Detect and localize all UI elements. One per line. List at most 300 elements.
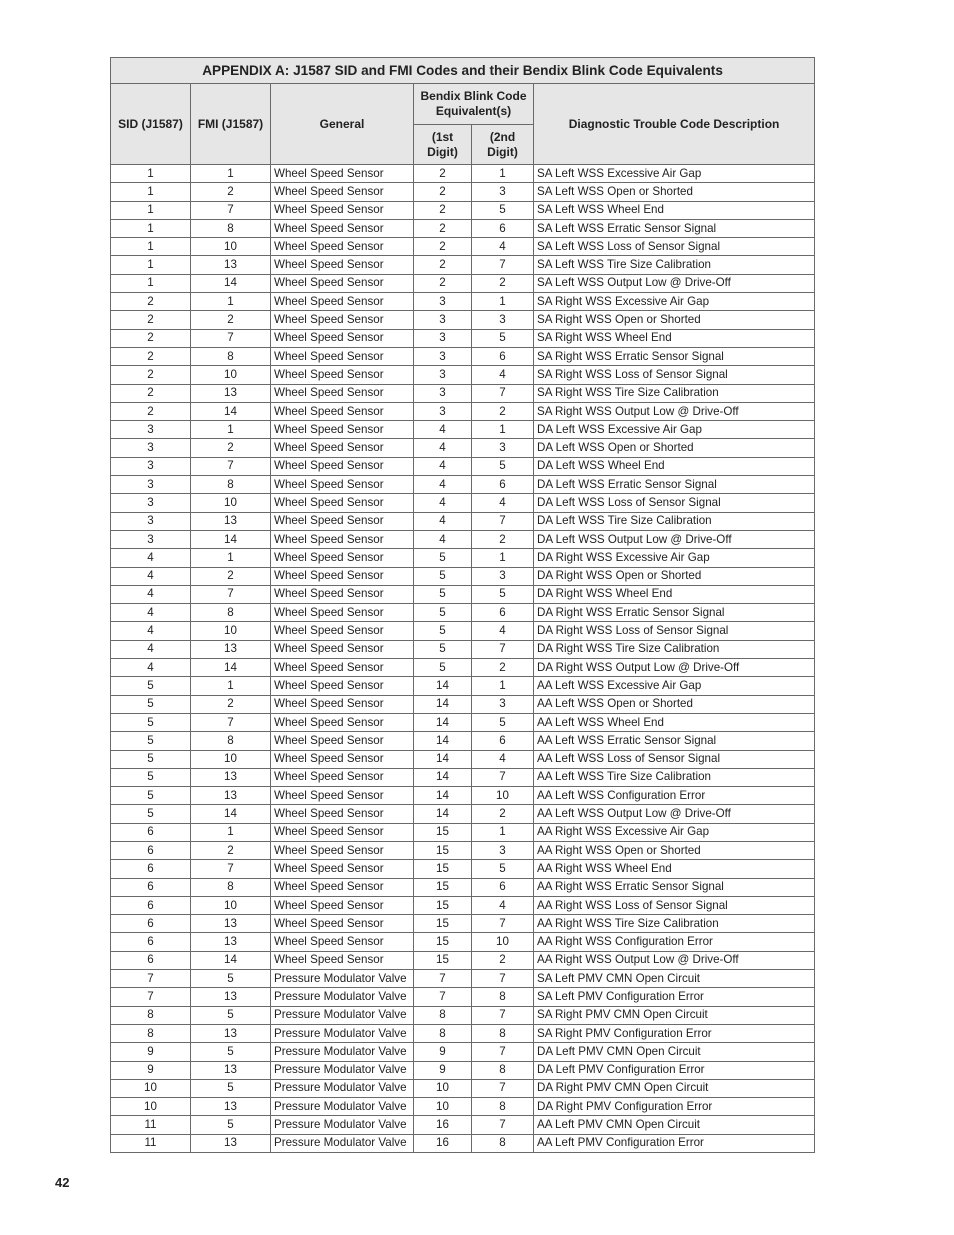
cell-fmi: 7	[191, 457, 271, 475]
cell-second-digit: 6	[472, 604, 534, 622]
cell-description: AA Left WSS Output Low @ Drive-Off	[534, 805, 815, 823]
cell-general: Pressure Modulator Valve	[271, 1024, 414, 1042]
cell-description: SA Right WSS Open or Shorted	[534, 311, 815, 329]
cell-first-digit: 2	[414, 183, 472, 201]
cell-first-digit: 2	[414, 274, 472, 292]
cell-description: AA Left WSS Loss of Sensor Signal	[534, 750, 815, 768]
cell-fmi: 5	[191, 1079, 271, 1097]
cell-fmi: 5	[191, 970, 271, 988]
table-row	[111, 823, 815, 841]
table-row	[111, 347, 815, 365]
cell-sid: 7	[111, 988, 191, 1006]
cell-second-digit: 6	[472, 347, 534, 365]
cell-sid: 5	[111, 805, 191, 823]
cell-description: AA Left PMV CMN Open Circuit	[534, 1116, 815, 1134]
cell-general: Wheel Speed Sensor	[271, 860, 414, 878]
cell-second-digit: 8	[472, 1061, 534, 1079]
cell-second-digit: 6	[472, 219, 534, 237]
cell-sid: 10	[111, 1098, 191, 1116]
cell-fmi: 1	[191, 165, 271, 183]
cell-fmi: 5	[191, 1043, 271, 1061]
cell-sid: 6	[111, 933, 191, 951]
cell-second-digit: 6	[472, 476, 534, 494]
cell-description: AA Left WSS Open or Shorted	[534, 695, 815, 713]
cell-general: Wheel Speed Sensor	[271, 293, 414, 311]
table-row	[111, 1116, 815, 1134]
table-row	[111, 768, 815, 786]
cell-description: AA Right WSS Erratic Sensor Signal	[534, 878, 815, 896]
cell-description: AA Right WSS Output Low @ Drive-Off	[534, 951, 815, 969]
cell-first-digit: 3	[414, 366, 472, 384]
cell-first-digit: 2	[414, 201, 472, 219]
cell-general: Wheel Speed Sensor	[271, 622, 414, 640]
cell-sid: 1	[111, 238, 191, 256]
cell-second-digit: 4	[472, 238, 534, 256]
cell-general: Wheel Speed Sensor	[271, 695, 414, 713]
cell-sid: 2	[111, 293, 191, 311]
header-second-digit: (2nd Digit)	[472, 125, 534, 165]
cell-description: AA Left WSS Tire Size Calibration	[534, 768, 815, 786]
cell-first-digit: 16	[414, 1134, 472, 1152]
cell-sid: 11	[111, 1134, 191, 1152]
cell-sid: 4	[111, 567, 191, 585]
cell-description: DA Right WSS Open or Shorted	[534, 567, 815, 585]
cell-second-digit: 5	[472, 457, 534, 475]
cell-sid: 3	[111, 494, 191, 512]
table-row	[111, 201, 815, 219]
cell-description: AA Right WSS Configuration Error	[534, 933, 815, 951]
cell-fmi: 2	[191, 567, 271, 585]
cell-general: Wheel Speed Sensor	[271, 805, 414, 823]
cell-description: SA Left WSS Excessive Air Gap	[534, 165, 815, 183]
cell-sid: 2	[111, 402, 191, 420]
cell-first-digit: 15	[414, 933, 472, 951]
cell-second-digit: 2	[472, 951, 534, 969]
cell-sid: 1	[111, 219, 191, 237]
cell-description: DA Right PMV Configuration Error	[534, 1098, 815, 1116]
cell-fmi: 1	[191, 549, 271, 567]
cell-first-digit: 3	[414, 347, 472, 365]
cell-second-digit: 3	[472, 311, 534, 329]
cell-first-digit: 3	[414, 293, 472, 311]
cell-general: Wheel Speed Sensor	[271, 787, 414, 805]
table-row	[111, 878, 815, 896]
cell-second-digit: 5	[472, 860, 534, 878]
cell-second-digit: 7	[472, 1079, 534, 1097]
cell-description: SA Left PMV Configuration Error	[534, 988, 815, 1006]
cell-first-digit: 5	[414, 640, 472, 658]
appendix-table-container	[110, 57, 814, 1153]
cell-first-digit: 5	[414, 567, 472, 585]
cell-first-digit: 2	[414, 219, 472, 237]
cell-general: Wheel Speed Sensor	[271, 604, 414, 622]
table-row	[111, 1061, 815, 1079]
cell-second-digit: 3	[472, 439, 534, 457]
cell-sid: 5	[111, 732, 191, 750]
table-row	[111, 787, 815, 805]
cell-description: SA Right PMV Configuration Error	[534, 1024, 815, 1042]
cell-description: AA Left WSS Configuration Error	[534, 787, 815, 805]
cell-first-digit: 5	[414, 549, 472, 567]
cell-sid: 6	[111, 915, 191, 933]
cell-fmi: 8	[191, 878, 271, 896]
cell-fmi: 10	[191, 494, 271, 512]
cell-sid: 1	[111, 274, 191, 292]
table-row	[111, 604, 815, 622]
header-blink-code-group: Bendix Blink Code Equivalent(s)	[414, 84, 534, 125]
cell-description: SA Left WSS Loss of Sensor Signal	[534, 238, 815, 256]
cell-second-digit: 7	[472, 768, 534, 786]
cell-fmi: 2	[191, 841, 271, 859]
cell-sid: 6	[111, 951, 191, 969]
cell-sid: 3	[111, 512, 191, 530]
cell-sid: 4	[111, 585, 191, 603]
cell-description: DA Right WSS Excessive Air Gap	[534, 549, 815, 567]
cell-fmi: 7	[191, 585, 271, 603]
cell-description: DA Left WSS Erratic Sensor Signal	[534, 476, 815, 494]
cell-general: Wheel Speed Sensor	[271, 951, 414, 969]
cell-general: Pressure Modulator Valve	[271, 1061, 414, 1079]
cell-description: SA Left WSS Wheel End	[534, 201, 815, 219]
cell-description: AA Right WSS Wheel End	[534, 860, 815, 878]
cell-first-digit: 2	[414, 165, 472, 183]
cell-general: Wheel Speed Sensor	[271, 366, 414, 384]
cell-fmi: 13	[191, 1024, 271, 1042]
cell-sid: 5	[111, 695, 191, 713]
cell-sid: 6	[111, 823, 191, 841]
cell-description: SA Right WSS Excessive Air Gap	[534, 293, 815, 311]
cell-second-digit: 7	[472, 970, 534, 988]
cell-first-digit: 16	[414, 1116, 472, 1134]
cell-general: Wheel Speed Sensor	[271, 567, 414, 585]
cell-fmi: 2	[191, 183, 271, 201]
cell-sid: 5	[111, 768, 191, 786]
cell-fmi: 8	[191, 347, 271, 365]
cell-sid: 3	[111, 530, 191, 548]
cell-second-digit: 10	[472, 787, 534, 805]
cell-sid: 1	[111, 256, 191, 274]
cell-second-digit: 5	[472, 713, 534, 731]
cell-description: AA Left WSS Excessive Air Gap	[534, 677, 815, 695]
cell-description: AA Right WSS Open or Shorted	[534, 841, 815, 859]
cell-description: DA Left WSS Excessive Air Gap	[534, 421, 815, 439]
table-row	[111, 238, 815, 256]
cell-description: DA Right WSS Wheel End	[534, 585, 815, 603]
cell-second-digit: 4	[472, 494, 534, 512]
cell-description: DA Left WSS Wheel End	[534, 457, 815, 475]
cell-general: Wheel Speed Sensor	[271, 585, 414, 603]
cell-sid: 2	[111, 384, 191, 402]
cell-description: SA Left WSS Tire Size Calibration	[534, 256, 815, 274]
table-row	[111, 659, 815, 677]
cell-description: SA Right WSS Output Low @ Drive-Off	[534, 402, 815, 420]
cell-general: Wheel Speed Sensor	[271, 640, 414, 658]
cell-fmi: 13	[191, 640, 271, 658]
cell-fmi: 13	[191, 1098, 271, 1116]
table-row	[111, 933, 815, 951]
cell-general: Wheel Speed Sensor	[271, 256, 414, 274]
table-body	[111, 165, 815, 1153]
table-row	[111, 549, 815, 567]
cell-second-digit: 7	[472, 1006, 534, 1024]
cell-description: AA Right WSS Excessive Air Gap	[534, 823, 815, 841]
cell-general: Wheel Speed Sensor	[271, 201, 414, 219]
cell-second-digit: 7	[472, 256, 534, 274]
cell-first-digit: 14	[414, 677, 472, 695]
cell-first-digit: 15	[414, 915, 472, 933]
table-row	[111, 402, 815, 420]
cell-second-digit: 7	[472, 915, 534, 933]
cell-second-digit: 3	[472, 567, 534, 585]
table-row	[111, 366, 815, 384]
cell-fmi: 10	[191, 366, 271, 384]
cell-fmi: 7	[191, 329, 271, 347]
cell-description: AA Right WSS Loss of Sensor Signal	[534, 896, 815, 914]
table-row	[111, 970, 815, 988]
cell-fmi: 2	[191, 439, 271, 457]
cell-fmi: 13	[191, 1061, 271, 1079]
cell-first-digit: 4	[414, 494, 472, 512]
cell-general: Wheel Speed Sensor	[271, 732, 414, 750]
table-row	[111, 183, 815, 201]
cell-general: Pressure Modulator Valve	[271, 1098, 414, 1116]
cell-second-digit: 2	[472, 402, 534, 420]
table-row	[111, 951, 815, 969]
cell-general: Wheel Speed Sensor	[271, 659, 414, 677]
cell-fmi: 10	[191, 750, 271, 768]
cell-first-digit: 2	[414, 256, 472, 274]
cell-second-digit: 3	[472, 695, 534, 713]
cell-description: DA Right WSS Output Low @ Drive-Off	[534, 659, 815, 677]
cell-sid: 4	[111, 659, 191, 677]
table-row	[111, 1098, 815, 1116]
table-row	[111, 329, 815, 347]
table-row	[111, 988, 815, 1006]
cell-second-digit: 6	[472, 878, 534, 896]
cell-sid: 2	[111, 366, 191, 384]
cell-second-digit: 7	[472, 384, 534, 402]
cell-general: Wheel Speed Sensor	[271, 439, 414, 457]
cell-fmi: 5	[191, 1006, 271, 1024]
cell-sid: 2	[111, 347, 191, 365]
cell-second-digit: 1	[472, 823, 534, 841]
table-row	[111, 1006, 815, 1024]
cell-first-digit: 3	[414, 384, 472, 402]
cell-sid: 6	[111, 878, 191, 896]
table-row	[111, 805, 815, 823]
cell-second-digit: 3	[472, 841, 534, 859]
cell-first-digit: 14	[414, 768, 472, 786]
cell-second-digit: 4	[472, 750, 534, 768]
cell-first-digit: 4	[414, 512, 472, 530]
cell-fmi: 1	[191, 293, 271, 311]
cell-general: Pressure Modulator Valve	[271, 1043, 414, 1061]
cell-sid: 6	[111, 860, 191, 878]
cell-sid: 5	[111, 677, 191, 695]
cell-general: Pressure Modulator Valve	[271, 1134, 414, 1152]
cell-fmi: 13	[191, 256, 271, 274]
cell-fmi: 14	[191, 805, 271, 823]
table-row	[111, 677, 815, 695]
table-row	[111, 256, 815, 274]
cell-general: Wheel Speed Sensor	[271, 494, 414, 512]
cell-second-digit: 8	[472, 1024, 534, 1042]
table-row	[111, 457, 815, 475]
cell-general: Wheel Speed Sensor	[271, 933, 414, 951]
cell-general: Pressure Modulator Valve	[271, 1079, 414, 1097]
table-row	[111, 915, 815, 933]
cell-sid: 7	[111, 970, 191, 988]
cell-fmi: 7	[191, 860, 271, 878]
cell-fmi: 13	[191, 787, 271, 805]
cell-general: Wheel Speed Sensor	[271, 476, 414, 494]
cell-first-digit: 10	[414, 1098, 472, 1116]
table-row	[111, 622, 815, 640]
cell-description: SA Right WSS Tire Size Calibration	[534, 384, 815, 402]
cell-general: Pressure Modulator Valve	[271, 1006, 414, 1024]
table-row	[111, 530, 815, 548]
table-row	[111, 750, 815, 768]
cell-first-digit: 3	[414, 402, 472, 420]
cell-fmi: 10	[191, 238, 271, 256]
table-row	[111, 494, 815, 512]
cell-fmi: 7	[191, 713, 271, 731]
cell-fmi: 13	[191, 915, 271, 933]
cell-first-digit: 5	[414, 622, 472, 640]
cell-sid: 2	[111, 311, 191, 329]
cell-second-digit: 5	[472, 329, 534, 347]
cell-description: DA Left PMV Configuration Error	[534, 1061, 815, 1079]
cell-description: DA Left PMV CMN Open Circuit	[534, 1043, 815, 1061]
cell-first-digit: 14	[414, 787, 472, 805]
table-row	[111, 1024, 815, 1042]
cell-sid: 5	[111, 750, 191, 768]
cell-sid: 6	[111, 896, 191, 914]
cell-general: Wheel Speed Sensor	[271, 329, 414, 347]
cell-description: DA Right PMV CMN Open Circuit	[534, 1079, 815, 1097]
cell-second-digit: 2	[472, 805, 534, 823]
cell-second-digit: 1	[472, 549, 534, 567]
cell-general: Wheel Speed Sensor	[271, 421, 414, 439]
cell-first-digit: 15	[414, 896, 472, 914]
cell-description: SA Left WSS Output Low @ Drive-Off	[534, 274, 815, 292]
cell-sid: 8	[111, 1024, 191, 1042]
cell-description: SA Right PMV CMN Open Circuit	[534, 1006, 815, 1024]
cell-first-digit: 15	[414, 841, 472, 859]
cell-first-digit: 9	[414, 1043, 472, 1061]
cell-general: Wheel Speed Sensor	[271, 219, 414, 237]
cell-sid: 3	[111, 457, 191, 475]
cell-second-digit: 7	[472, 1043, 534, 1061]
table-row	[111, 1134, 815, 1152]
cell-fmi: 2	[191, 695, 271, 713]
table-row	[111, 1079, 815, 1097]
cell-second-digit: 1	[472, 677, 534, 695]
cell-first-digit: 4	[414, 439, 472, 457]
cell-second-digit: 4	[472, 896, 534, 914]
cell-first-digit: 15	[414, 951, 472, 969]
cell-second-digit: 4	[472, 622, 534, 640]
cell-general: Wheel Speed Sensor	[271, 238, 414, 256]
table-row	[111, 274, 815, 292]
cell-fmi: 8	[191, 476, 271, 494]
cell-sid: 4	[111, 549, 191, 567]
cell-sid: 3	[111, 439, 191, 457]
cell-second-digit: 7	[472, 512, 534, 530]
cell-sid: 8	[111, 1006, 191, 1024]
cell-fmi: 13	[191, 512, 271, 530]
appendix-table	[110, 57, 815, 1153]
cell-second-digit: 8	[472, 988, 534, 1006]
table-row	[111, 219, 815, 237]
table-row	[111, 860, 815, 878]
cell-fmi: 10	[191, 622, 271, 640]
cell-general: Wheel Speed Sensor	[271, 768, 414, 786]
cell-first-digit: 2	[414, 238, 472, 256]
cell-sid: 5	[111, 787, 191, 805]
table-title: APPENDIX A: J1587 SID and FMI Codes and their Bendix Blink Code Equivalents	[111, 58, 815, 84]
cell-general: Wheel Speed Sensor	[271, 165, 414, 183]
table-row	[111, 695, 815, 713]
cell-description: SA Left WSS Erratic Sensor Signal	[534, 219, 815, 237]
cell-description: DA Right WSS Erratic Sensor Signal	[534, 604, 815, 622]
cell-second-digit: 3	[472, 183, 534, 201]
header-fmi: FMI (J1587)	[191, 84, 271, 165]
table-row	[111, 841, 815, 859]
cell-description: SA Left PMV CMN Open Circuit	[534, 970, 815, 988]
cell-first-digit: 5	[414, 659, 472, 677]
cell-general: Wheel Speed Sensor	[271, 347, 414, 365]
cell-first-digit: 14	[414, 732, 472, 750]
cell-first-digit: 8	[414, 1006, 472, 1024]
cell-second-digit: 7	[472, 1116, 534, 1134]
cell-second-digit: 2	[472, 530, 534, 548]
cell-second-digit: 1	[472, 293, 534, 311]
cell-sid: 9	[111, 1043, 191, 1061]
cell-sid: 2	[111, 329, 191, 347]
table-row	[111, 713, 815, 731]
cell-general: Wheel Speed Sensor	[271, 823, 414, 841]
cell-first-digit: 7	[414, 970, 472, 988]
cell-second-digit: 10	[472, 933, 534, 951]
cell-description: AA Left PMV Configuration Error	[534, 1134, 815, 1152]
cell-description: SA Right WSS Loss of Sensor Signal	[534, 366, 815, 384]
cell-description: DA Left WSS Output Low @ Drive-Off	[534, 530, 815, 548]
cell-fmi: 8	[191, 219, 271, 237]
cell-general: Wheel Speed Sensor	[271, 530, 414, 548]
cell-second-digit: 1	[472, 165, 534, 183]
cell-description: DA Left WSS Open or Shorted	[534, 439, 815, 457]
cell-general: Wheel Speed Sensor	[271, 878, 414, 896]
cell-sid: 5	[111, 713, 191, 731]
cell-fmi: 13	[191, 768, 271, 786]
cell-fmi: 14	[191, 530, 271, 548]
cell-first-digit: 14	[414, 695, 472, 713]
table-row	[111, 640, 815, 658]
cell-general: Wheel Speed Sensor	[271, 896, 414, 914]
cell-fmi: 7	[191, 201, 271, 219]
cell-first-digit: 14	[414, 750, 472, 768]
cell-general: Wheel Speed Sensor	[271, 750, 414, 768]
cell-first-digit: 15	[414, 878, 472, 896]
table-row	[111, 439, 815, 457]
cell-general: Wheel Speed Sensor	[271, 841, 414, 859]
cell-description: SA Left WSS Open or Shorted	[534, 183, 815, 201]
cell-sid: 3	[111, 476, 191, 494]
cell-sid: 3	[111, 421, 191, 439]
cell-general: Pressure Modulator Valve	[271, 1116, 414, 1134]
cell-general: Wheel Speed Sensor	[271, 677, 414, 695]
